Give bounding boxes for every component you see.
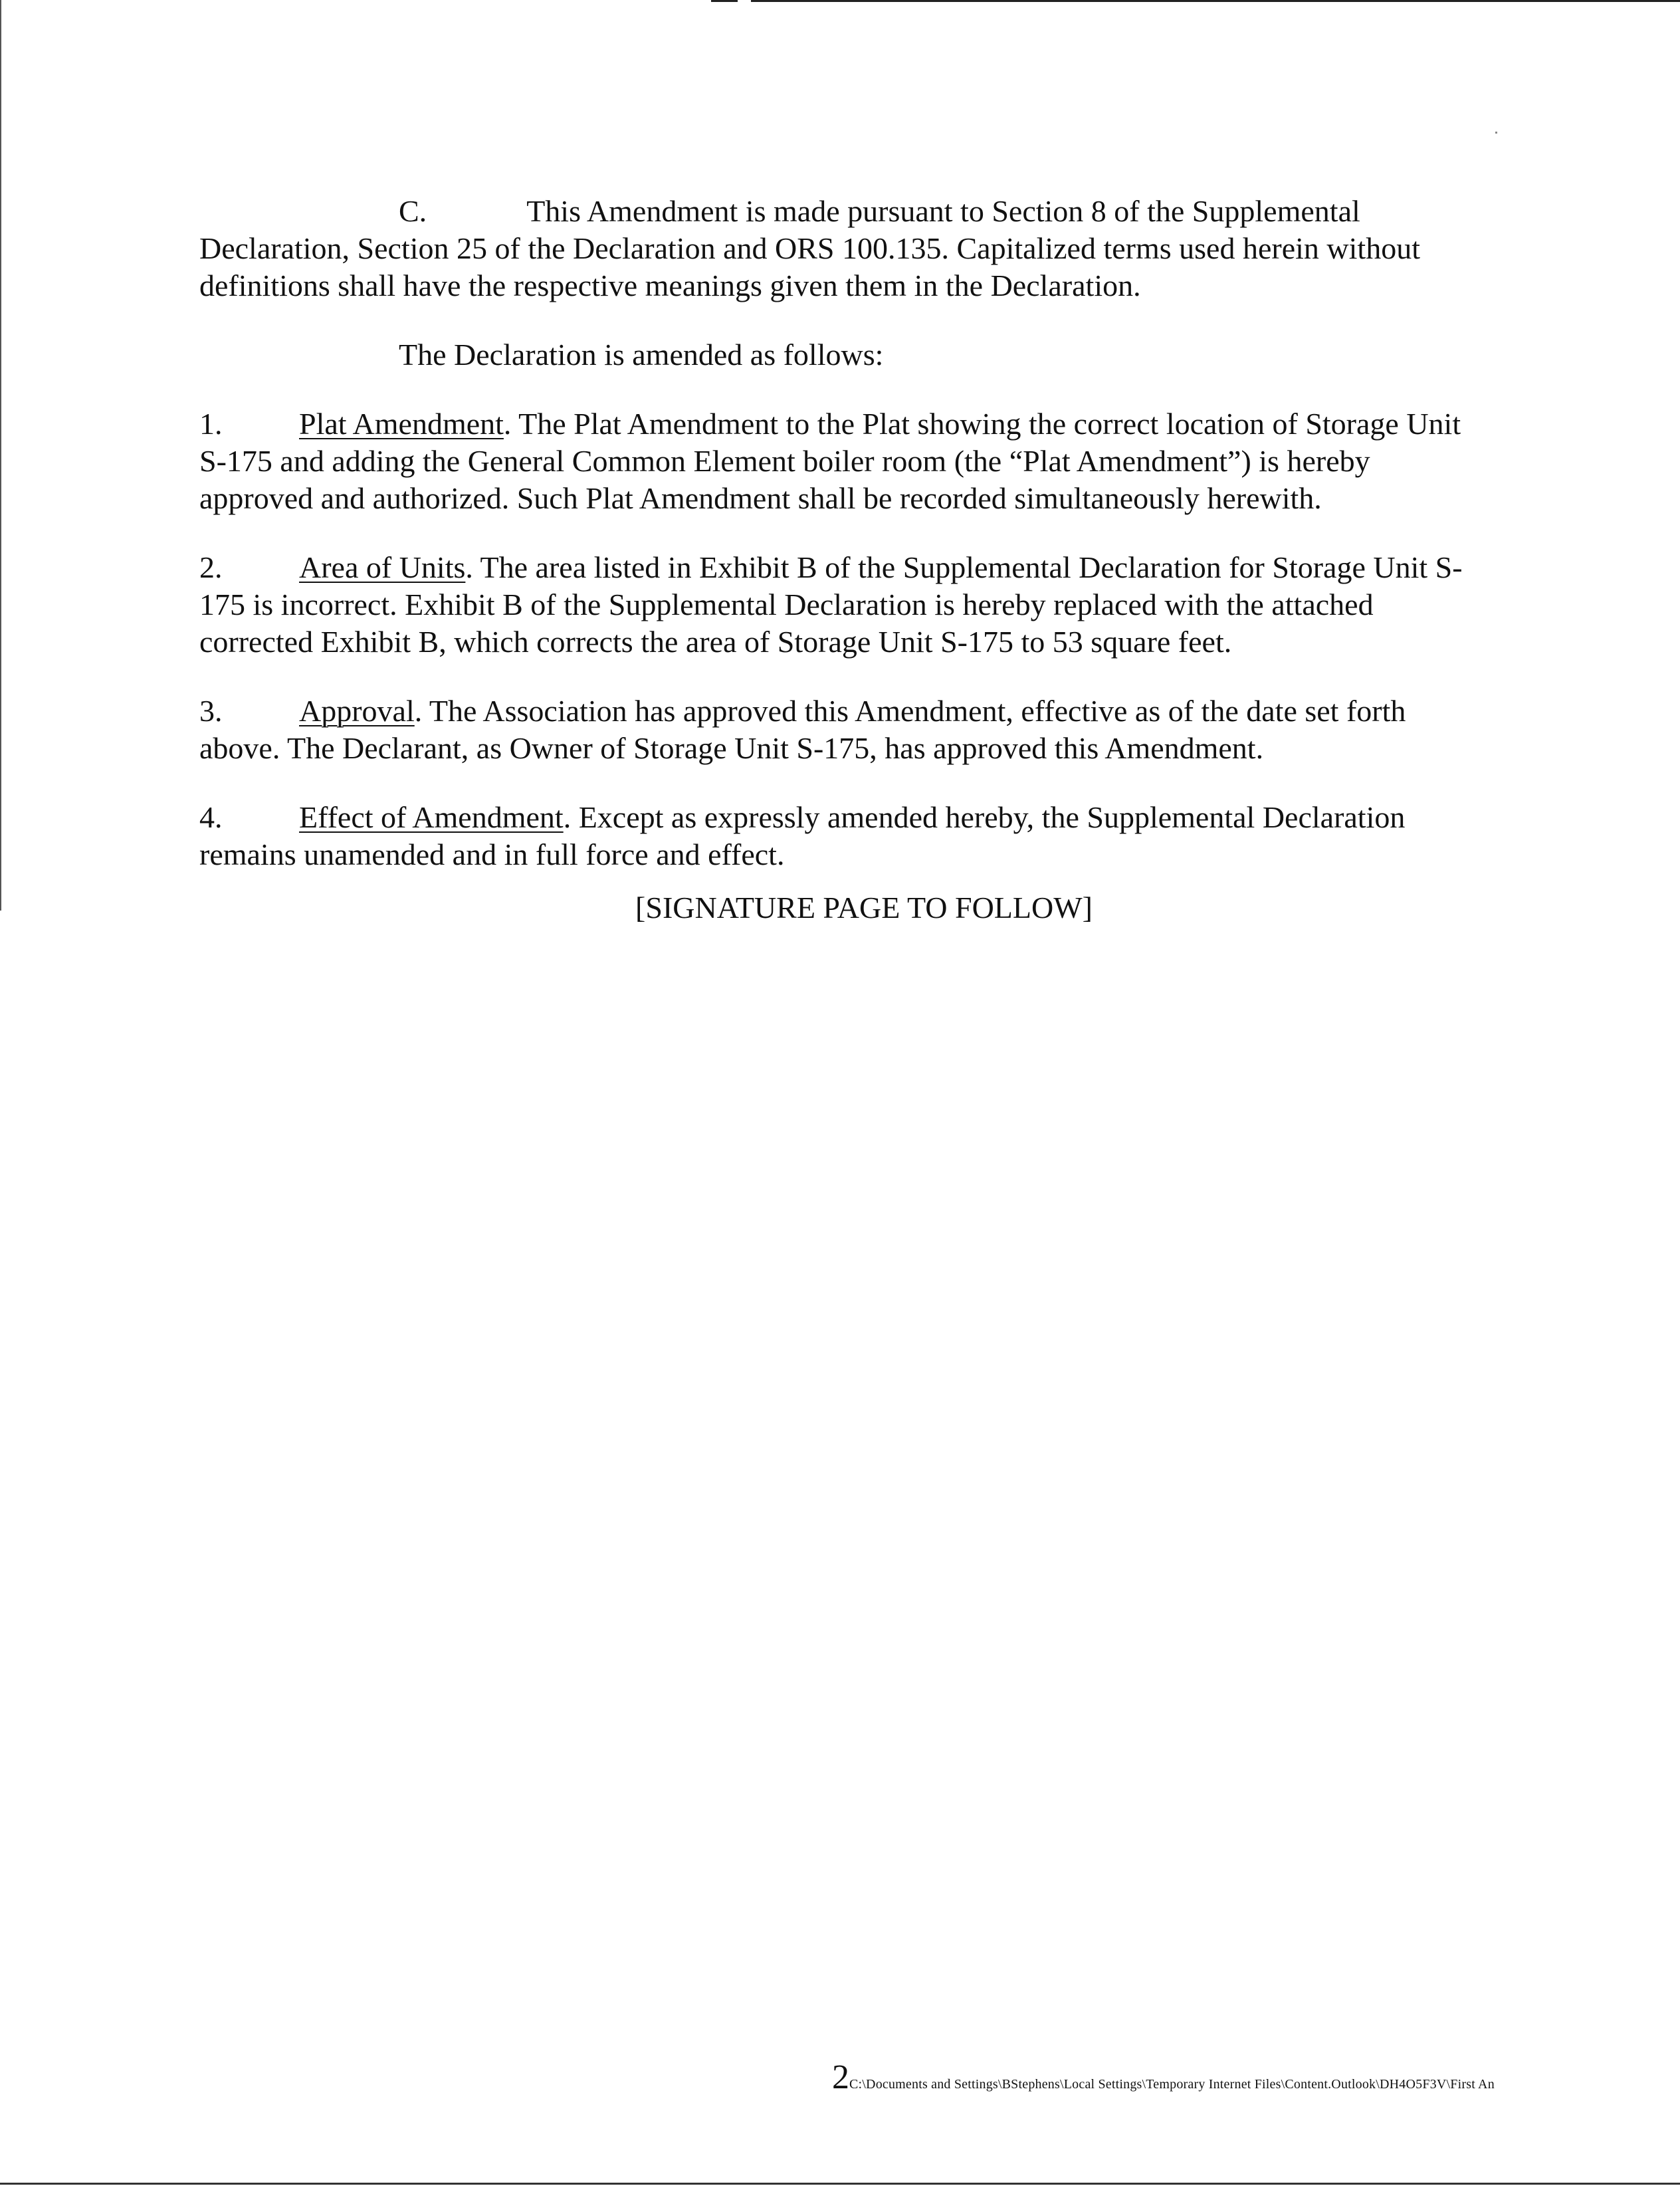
document-body xyxy=(199,193,1489,927)
section-1 xyxy=(199,405,1489,517)
paragraph-c-label: C. xyxy=(399,194,427,228)
amendment-intro: The Declaration is amended as follows: xyxy=(399,338,884,372)
page-footer xyxy=(832,2058,1495,2097)
scan-speck xyxy=(1495,132,1497,134)
page-number: 2 xyxy=(832,2058,849,2096)
section-2 xyxy=(199,549,1489,661)
scan-mark xyxy=(711,0,738,2)
section-number: 1. xyxy=(199,407,223,441)
section-text: . The Plat Amendment to the Plat showing the correct location of Storage Unit S-175 and adding the General Common Element boiler room (the “Plat Amendment”) is hereby approved and authorized. Such Plat Amendment shall be recorded simultaneously herewith. xyxy=(199,407,1461,515)
scan-mark xyxy=(811,0,831,2)
section-heading: Area of Units xyxy=(299,550,466,584)
scan-edge-left xyxy=(0,0,1,911)
section-text: . Except as expressly amended hereby, the Supplemental Declaration remains unamended and in full force and effect. xyxy=(199,800,1406,871)
paragraph-c xyxy=(199,193,1489,304)
section-heading: Effect of Amendment xyxy=(299,800,564,834)
signature-notice: [SIGNATURE PAGE TO FOLLOW] xyxy=(635,891,1093,925)
section-3 xyxy=(199,693,1489,767)
paragraph-c-text: This Amendment is made pursuant to Section 8 of the Supplemental Declaration, Section 25 of the Declaration and ORS 100.135. Capitalized terms used herein without definitions shall have the respective meanings given them in the Declaration. xyxy=(199,194,1420,302)
section-text: . The Association has approved this Amendment, effective as of the date set forth above. The Declarant, as Owner of Storage Unit S-175, has approved this Amendment. xyxy=(199,694,1406,765)
section-heading: Approval xyxy=(299,694,415,728)
file-path: C:\Documents and Settings\BStephens\Local Settings\Temporary Internet Files\Content.Outlook\DH4O5F3V\First An xyxy=(849,2077,1495,2092)
section-number: 3. xyxy=(199,694,223,728)
section-4 xyxy=(199,799,1489,873)
section-number: 2. xyxy=(199,550,223,584)
section-heading: Plat Amendment xyxy=(299,407,504,441)
scan-edge-bottom xyxy=(0,2183,1680,2185)
section-text: . The area listed in Exhibit B of the Supplemental Declaration for Storage Unit S-175 is incorrect. Exhibit B of the Supplemental Declaration is hereby replaced with the attached corrected Exhibit B, which corrects the area of Storage Unit S-175 to 53 square feet. xyxy=(199,550,1463,659)
scan-edge-top xyxy=(751,0,1680,2)
section-number: 4. xyxy=(199,800,223,834)
